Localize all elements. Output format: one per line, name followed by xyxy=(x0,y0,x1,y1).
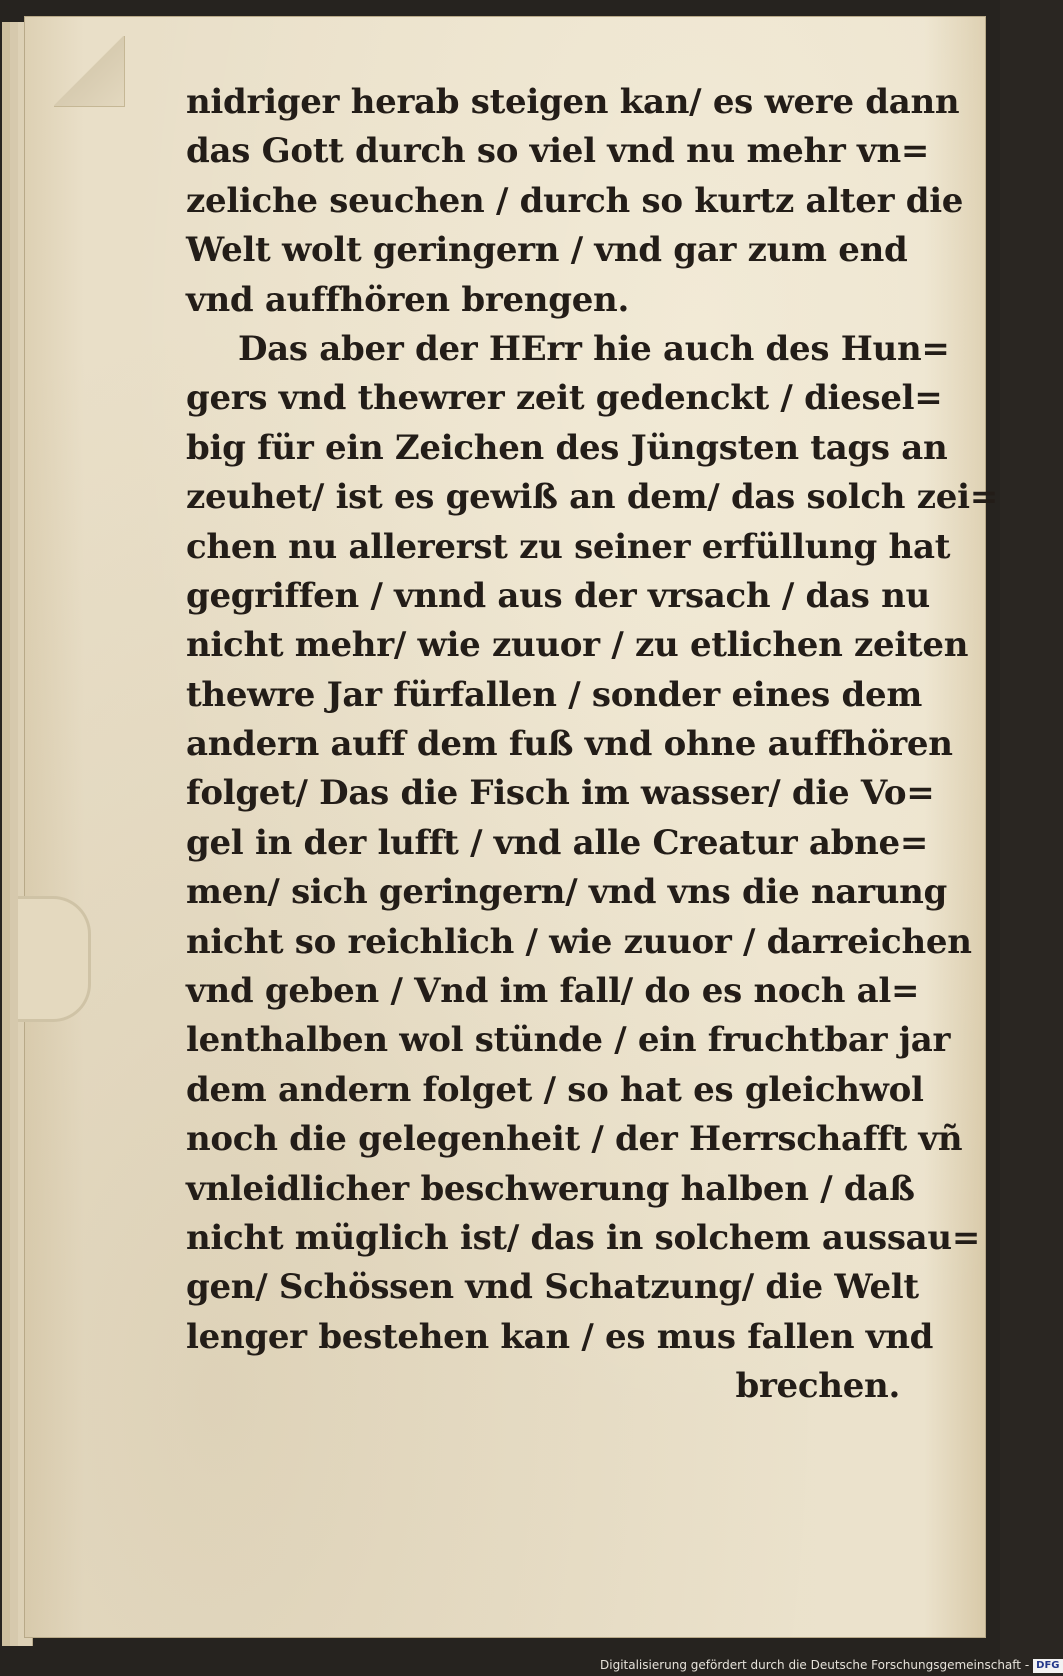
text-line: gen/ Schössen vnd Schatzung/ die Welt xyxy=(186,1267,919,1308)
text-line: vnleidlicher beschwerung halben / daß xyxy=(186,1168,915,1209)
credit-text: Digitalisierung gefördert durch die Deutsche Forschungsgemeinschaft - xyxy=(600,1658,1030,1672)
text-line: das Gott durch so viel vnd nu mehr vn= xyxy=(186,131,930,172)
text-line: lenthalben wol stünde / ein fruchtbar jar xyxy=(186,1020,951,1061)
text-line: lenger bestehen kan / es mus fallen vnd xyxy=(186,1316,934,1357)
text-line: dem andern folget / so hat es gleichwol xyxy=(186,1069,924,1110)
text-line: vnd auffhören brengen. xyxy=(186,279,629,320)
text-line: vnd geben / Vnd im fall/ do es noch al= xyxy=(186,971,920,1012)
text-line: zeuhet/ ist es gewiß an dem/ das solch zei= xyxy=(186,477,998,518)
dfg-logo: DFG xyxy=(1033,1659,1062,1673)
text-line: chen nu allererst zu seiner erfüllung hat xyxy=(186,526,951,567)
text-line: gel in der lufft / vnd alle Creatur abne= xyxy=(186,822,929,863)
text-line: zeliche seuchen / durch so kurtz alter die xyxy=(186,180,964,221)
thumb-notch xyxy=(18,896,91,1022)
text-line: nidriger herab steigen kan/ es were dann xyxy=(186,82,960,122)
text-line: thewre Jar fürfallen / sonder eines dem xyxy=(186,674,923,715)
text-line: noch die gelegenheit / der Herrschafft vñ xyxy=(186,1119,963,1160)
catchword-line: brechen. xyxy=(735,1366,900,1407)
text-line: nicht mehr/ wie zuuor / zu etlichen zeiten xyxy=(186,625,969,666)
text-line: nicht so reichlich / wie zuuor / darreichen xyxy=(186,921,972,962)
text-line: men/ sich geringern/ vnd vns die narung xyxy=(186,872,948,913)
text-line: andern auff dem fuß vnd ohne auffhören xyxy=(186,724,953,765)
paragraph-start-line: Das aber der HErr hie auch des Hun= xyxy=(238,328,950,369)
text-line: folget/ Das die Fisch im wasser/ die Vo= xyxy=(186,773,935,814)
text-line: gegriffen / vnnd aus der vrsach / das nu xyxy=(186,575,930,616)
text-line: nicht müglich ist/ das in solchem aussau= xyxy=(186,1217,981,1258)
text-line: gers vnd thewrer zeit gedenckt / diesel= xyxy=(186,378,943,419)
folded-corner xyxy=(54,36,125,107)
digitization-credit xyxy=(600,1656,1060,1674)
text-line: big für ein Zeichen des Jüngsten tags an xyxy=(186,427,948,468)
page-text xyxy=(186,78,998,1412)
text-line: Welt wolt geringern / vnd gar zum end xyxy=(186,230,908,271)
